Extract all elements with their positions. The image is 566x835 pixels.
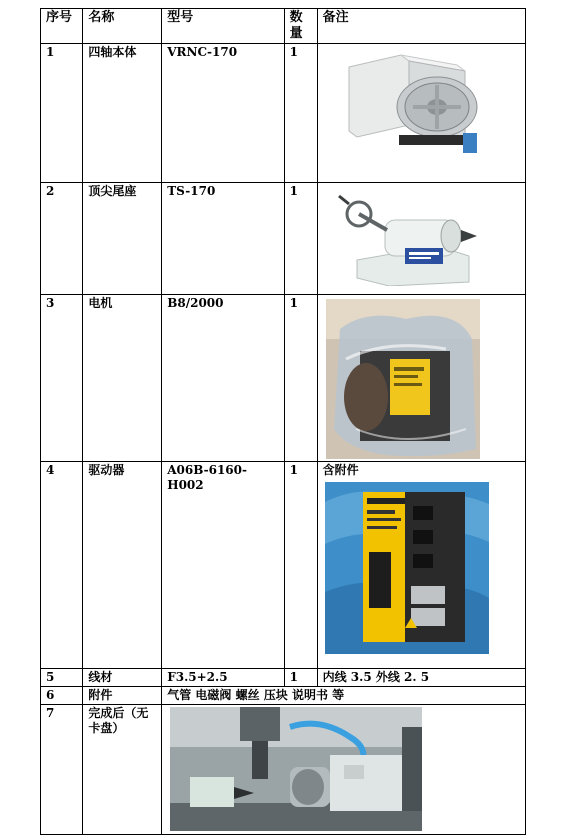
cell-no: 2 — [41, 183, 83, 295]
cell-name: 完成后（无卡盘） — [83, 705, 162, 835]
cell-note — [317, 462, 525, 669]
note-text: 含附件 — [322, 463, 359, 477]
cell-name: 四轴本体 — [83, 44, 162, 183]
table-row — [41, 462, 526, 669]
cell-name: 线材 — [83, 669, 162, 687]
parts-table — [40, 8, 526, 835]
cell-no: 6 — [41, 687, 83, 705]
cell-note: 内线 3.5 外线 2. 5 — [317, 669, 525, 687]
cell-qty: 1 — [284, 44, 317, 183]
header-model: 型号 — [162, 9, 284, 44]
cell-no: 3 — [41, 295, 83, 462]
cell-note — [317, 44, 525, 183]
cell-model: VRNC-170 — [162, 44, 284, 183]
cell-no: 1 — [41, 44, 83, 183]
cell-span-image — [162, 705, 526, 835]
header-qty: 数量 — [284, 9, 317, 44]
cell-no: 7 — [41, 705, 83, 835]
cell-qty: 1 — [284, 669, 317, 687]
cell-model: A06B-6160-H002 — [162, 462, 284, 669]
cell-qty: 1 — [284, 462, 317, 669]
table-row — [41, 669, 526, 687]
cell-no: 4 — [41, 462, 83, 669]
machine-assembly-icon — [170, 707, 422, 831]
header-no: 序号 — [41, 9, 83, 44]
cell-model: F3.5+2.5 — [162, 669, 284, 687]
cell-qty: 1 — [284, 295, 317, 462]
cell-name: 电机 — [83, 295, 162, 462]
header-note: 备注 — [317, 9, 525, 44]
cell-qty: 1 — [284, 183, 317, 295]
table-row — [41, 183, 526, 295]
cell-name: 驱动器 — [83, 462, 162, 669]
servo-motor-icon — [326, 299, 480, 459]
cell-span: 气管 电磁阀 螺丝 压块 说明书 等 — [162, 687, 526, 705]
table-row — [41, 44, 526, 183]
cell-note — [317, 183, 525, 295]
rotary-table-icon — [339, 49, 489, 155]
cell-note — [317, 295, 525, 462]
tailstock-icon — [337, 190, 479, 286]
cell-model: B8/2000 — [162, 295, 284, 462]
cell-no: 5 — [41, 669, 83, 687]
table-row — [41, 295, 526, 462]
table-row — [41, 687, 526, 705]
cell-name: 附件 — [83, 687, 162, 705]
servo-drive-icon — [325, 482, 489, 654]
cell-name: 顶尖尾座 — [83, 183, 162, 295]
header-name: 名称 — [83, 9, 162, 44]
header-row — [41, 9, 526, 44]
table-row — [41, 705, 526, 835]
cell-model: TS-170 — [162, 183, 284, 295]
